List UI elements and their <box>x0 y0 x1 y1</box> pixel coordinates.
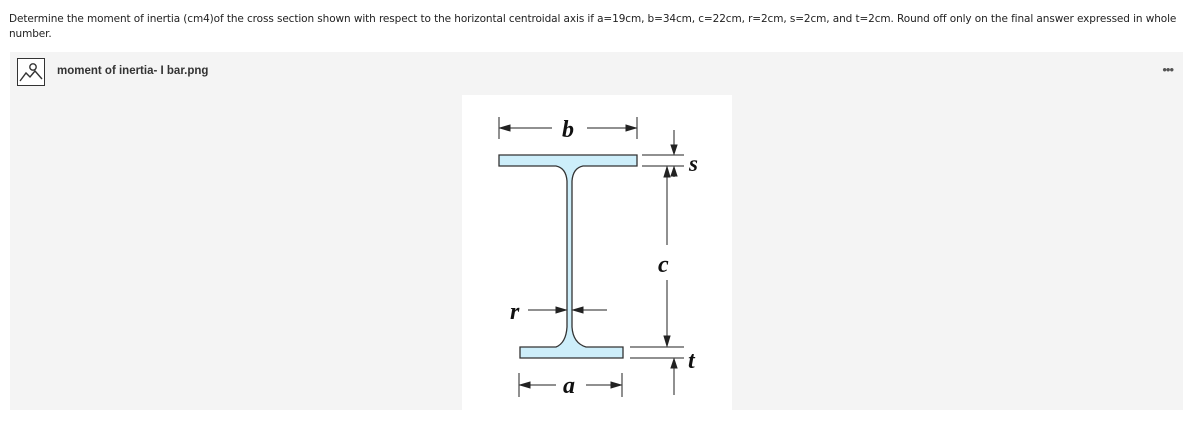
attachment-file-name[interactable]: moment of inertia- I bar.png <box>57 65 209 77</box>
more-options-button[interactable]: ••• <box>1162 62 1173 77</box>
attachment-card <box>10 52 1183 410</box>
label-r: r <box>510 299 520 325</box>
attachment-header <box>10 52 1183 92</box>
label-b: b <box>562 117 574 143</box>
image-file-icon <box>17 58 45 86</box>
label-c: c <box>658 252 669 278</box>
question-text: Determine the moment of inertia (cm4)of the cross section shown with respect to the horizontal centroidal axis if a=19cm, b=34cm, c=22cm, r=2cm, s=2cm, and t=2cm. Round off only on the final answer expressed in whole number. <box>9 13 1177 40</box>
label-s: s <box>689 151 698 176</box>
dimension-t <box>671 359 677 395</box>
i-beam-section <box>499 155 637 358</box>
dimension-c <box>630 167 684 358</box>
label-a: a <box>563 373 575 399</box>
label-t: t <box>688 348 695 374</box>
dimension-s <box>642 130 684 177</box>
i-beam-figure <box>462 95 732 410</box>
